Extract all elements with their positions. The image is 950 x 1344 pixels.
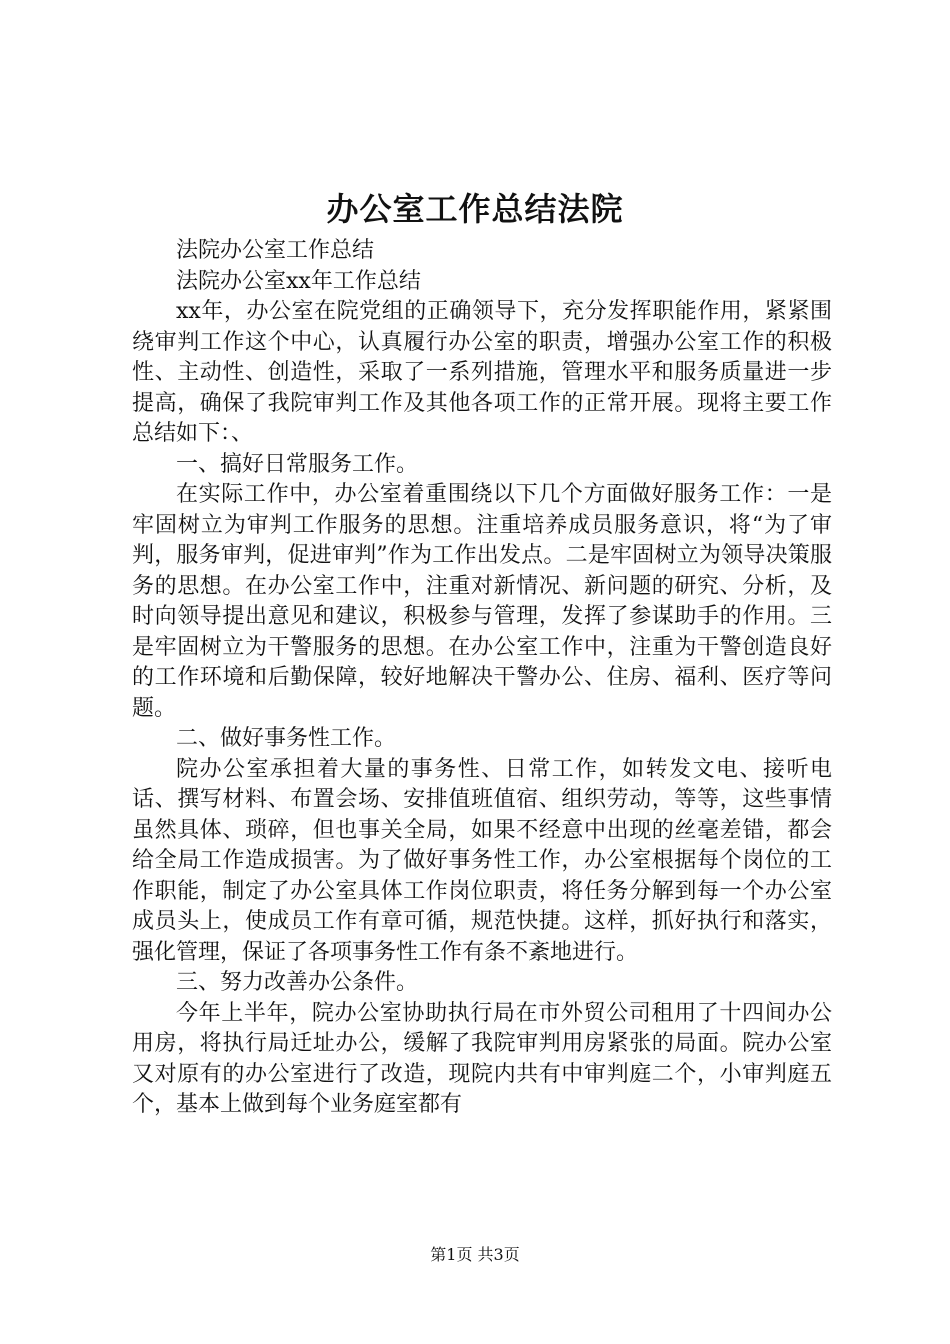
paragraph-section-2: 院办公室承担着大量的事务性、日常工作，如转发文电、接听电话、撰写材料、布置会场、安排值班值宿、组织劳动，等等，这些事情虽然具体、琐碎，但也事关全局，如果不经意中出现的丝毫差错，都会给全局工作造成损害。为了做好事务性工作，办公室根据每个岗位的工作职能，制定了办公室具体工作岗位职责，将任务分解到每一个办公室成员头上，使成员工作有章可循，规范快捷。这样，抓好执行和落实，强化管理，保证了各项事务性工作有条不紊地进行。 — [132, 756, 832, 965]
paragraph-section-1: 在实际工作中，办公室着重围绕以下几个方面做好服务工作：一是牢固树立为审判工作服务的思想。注重培养成员服务意识，将“为了审判，服务审判，促进审判”作为工作出发点。二是牢固树立为领导决策服务的思想。在办公室工作中，注重对新情况、新问题的研究、分析，及时向领导提出意见和建议，积极参与管理，发挥了参谋助手的作用。三是牢固树立为干警服务的思想。在办公室工作中，注重为干警创造良好的工作环境和后勤保障，较好地解决干警办公、住房、福利、医疗等问题。 — [132, 482, 832, 721]
paragraph-heading-1: 法院办公室工作总结 — [176, 238, 375, 263]
document-body — [132, 236, 832, 1121]
section-heading-3: 三、努力改善办公条件。 — [176, 970, 419, 995]
section-heading-2: 二、做好事务性工作。 — [176, 726, 397, 751]
section-heading-1: 一、搞好日常服务工作。 — [176, 451, 419, 477]
page-number-footer: 第1页 共3页 — [430, 1245, 520, 1264]
document-title: 办公室工作总结法院 — [326, 190, 624, 228]
paragraph-intro: xx年，办公室在院党组的正确领导下，充分发挥职能作用，紧紧围绕审判工作这个中心，认真履行办公室的职责，增强办公室工作的积极性、主动性、创造性，采取了一系列措施，管理水平和服务质量进一步提高，确保了我院审判工作及其他各项工作的正常开展。现将主要工作总结如下：、 — [132, 299, 832, 446]
paragraph-heading-2: 法院办公室xx年工作总结 — [176, 268, 421, 294]
paragraph-section-3: 今年上半年，院办公室协助执行局在市外贸公司租用了十四间办公用房，将执行局迁址办公，缓解了我院审判用房紧张的局面。院办公室又对原有的办公室进行了改造，现院内共有中审判庭二个，小审判庭五个，基本上做到每个业务庭室都有 — [132, 1000, 832, 1117]
